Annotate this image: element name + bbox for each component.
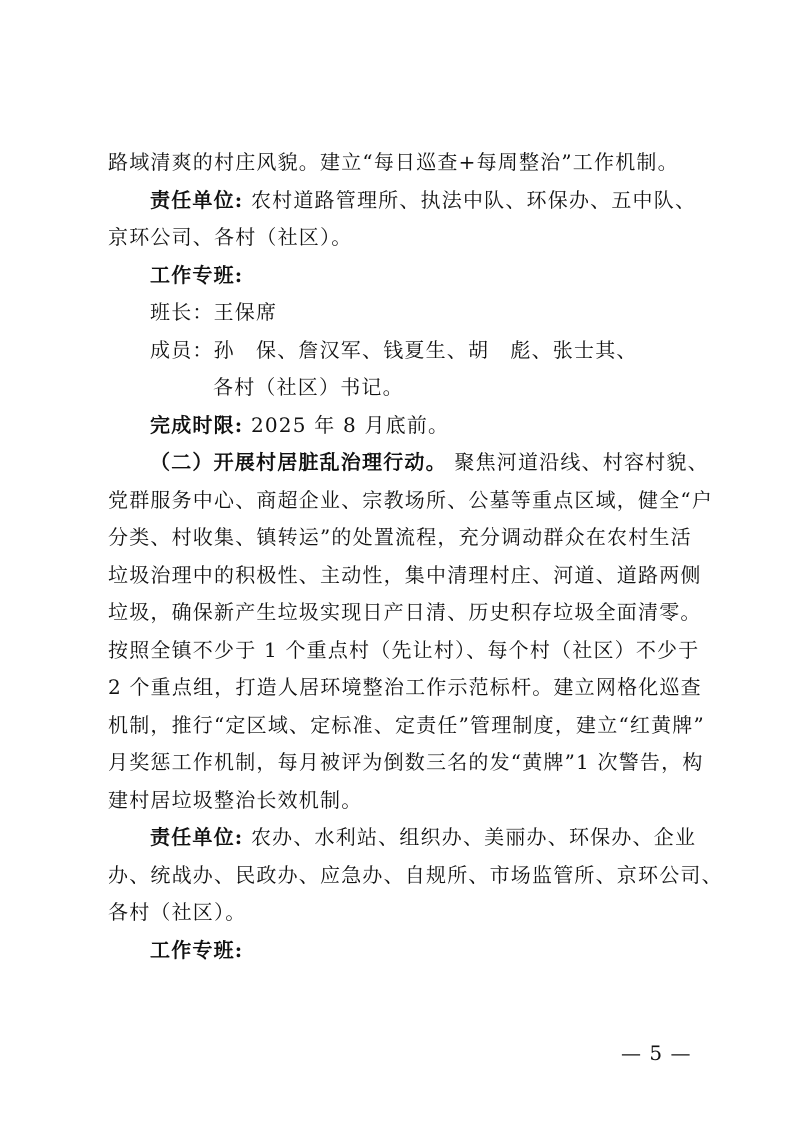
paragraph-text: 2 个重点组，打造人居环境整治工作示范标杆。建立网格化巡查 bbox=[108, 675, 702, 699]
paragraph-line bbox=[108, 147, 679, 177]
responsible-units-text: 农办、水利站、组织办、美丽办、环保办、企业 bbox=[250, 825, 697, 849]
team-leader-line bbox=[150, 297, 277, 327]
paragraph-line bbox=[108, 747, 704, 777]
responsible-units-line bbox=[150, 185, 696, 215]
paragraph-text: 分类、村收集、镇转运”的处置流程，充分调动群众在农村生活 bbox=[108, 525, 692, 549]
responsible-units-text: 办、统战办、民政办、应急办、自规所、市场监管所、京环公司、 bbox=[108, 863, 723, 887]
responsible-units-text: 各村（社区）。 bbox=[108, 900, 247, 924]
team-leader: 班长：王保席 bbox=[150, 300, 278, 324]
paragraph-text: 月奖惩工作机制，每月被评为倒数三名的发“黄牌”1 次警告，构 bbox=[108, 750, 704, 774]
team-members: 各村（社区）书记。 bbox=[213, 375, 404, 399]
paragraph-line bbox=[108, 635, 699, 665]
responsible-units-line bbox=[108, 897, 246, 927]
paragraph-line bbox=[108, 710, 705, 740]
paragraph-text: 垃圾，确保新产生垃圾实现日产日清、历史积存垃圾全面清零。 bbox=[108, 600, 702, 624]
work-team-label: 工作专班: bbox=[150, 938, 244, 962]
team-members-line bbox=[150, 335, 638, 365]
responsible-units-label: 责任单位: bbox=[150, 825, 244, 849]
paragraph-line bbox=[108, 672, 702, 702]
section-heading-line bbox=[150, 447, 709, 477]
deadline-line bbox=[150, 410, 449, 440]
paragraph-line bbox=[108, 522, 692, 552]
deadline-text: 2025 年 8 月底前。 bbox=[250, 413, 450, 437]
work-team-heading bbox=[150, 260, 243, 290]
responsible-units-text: 农村道路管理所、执法中队、环保办、五中队、 bbox=[250, 188, 697, 212]
paragraph-text: 党群服务中心、商超企业、宗教场所、公墓等重点区域，健全“户 bbox=[108, 488, 714, 512]
responsible-units-line bbox=[150, 822, 696, 852]
team-members: 成员：孙 保、詹汉军、钱夏生、胡 彪、张士其、 bbox=[150, 338, 638, 362]
paragraph-text: 按照全镇不少于 1 个重点村（先让村）、每个村（社区）不少于 bbox=[108, 638, 700, 662]
paragraph-text: 垃圾治理中的积极性、主动性，集中清理村庄、河道、道路两侧 bbox=[108, 563, 702, 587]
team-members-line bbox=[213, 372, 404, 402]
text: 路域清爽的村庄风貌。建立“每日巡查+每周整治”工作机制。 bbox=[108, 150, 679, 174]
responsible-units-line bbox=[108, 222, 352, 252]
paragraph-text: 聚焦河道沿线、村容村貌、 bbox=[454, 450, 709, 474]
paragraph-line bbox=[108, 485, 713, 515]
work-team-label: 工作专班: bbox=[150, 263, 244, 287]
paragraph-line bbox=[108, 560, 702, 590]
paragraph-text: 机制，推行“定区域、定标准、定责任”管理制度，建立“红黄牌” bbox=[108, 713, 705, 737]
responsible-units-text: 京环公司、各村（社区）。 bbox=[108, 225, 353, 249]
paragraph-text: 建村居垃圾整治长效机制。 bbox=[108, 788, 363, 812]
deadline-label: 完成时限: bbox=[150, 413, 244, 437]
work-team-heading bbox=[150, 935, 243, 965]
paragraph-line bbox=[108, 785, 362, 815]
section-heading: （二）开展村居脏乱治理行动。 bbox=[150, 450, 447, 474]
responsible-units-label: 责任单位: bbox=[150, 188, 244, 212]
responsible-units-line bbox=[108, 860, 723, 890]
page-number: — 5 — bbox=[621, 1041, 692, 1065]
paragraph-line bbox=[108, 597, 702, 627]
